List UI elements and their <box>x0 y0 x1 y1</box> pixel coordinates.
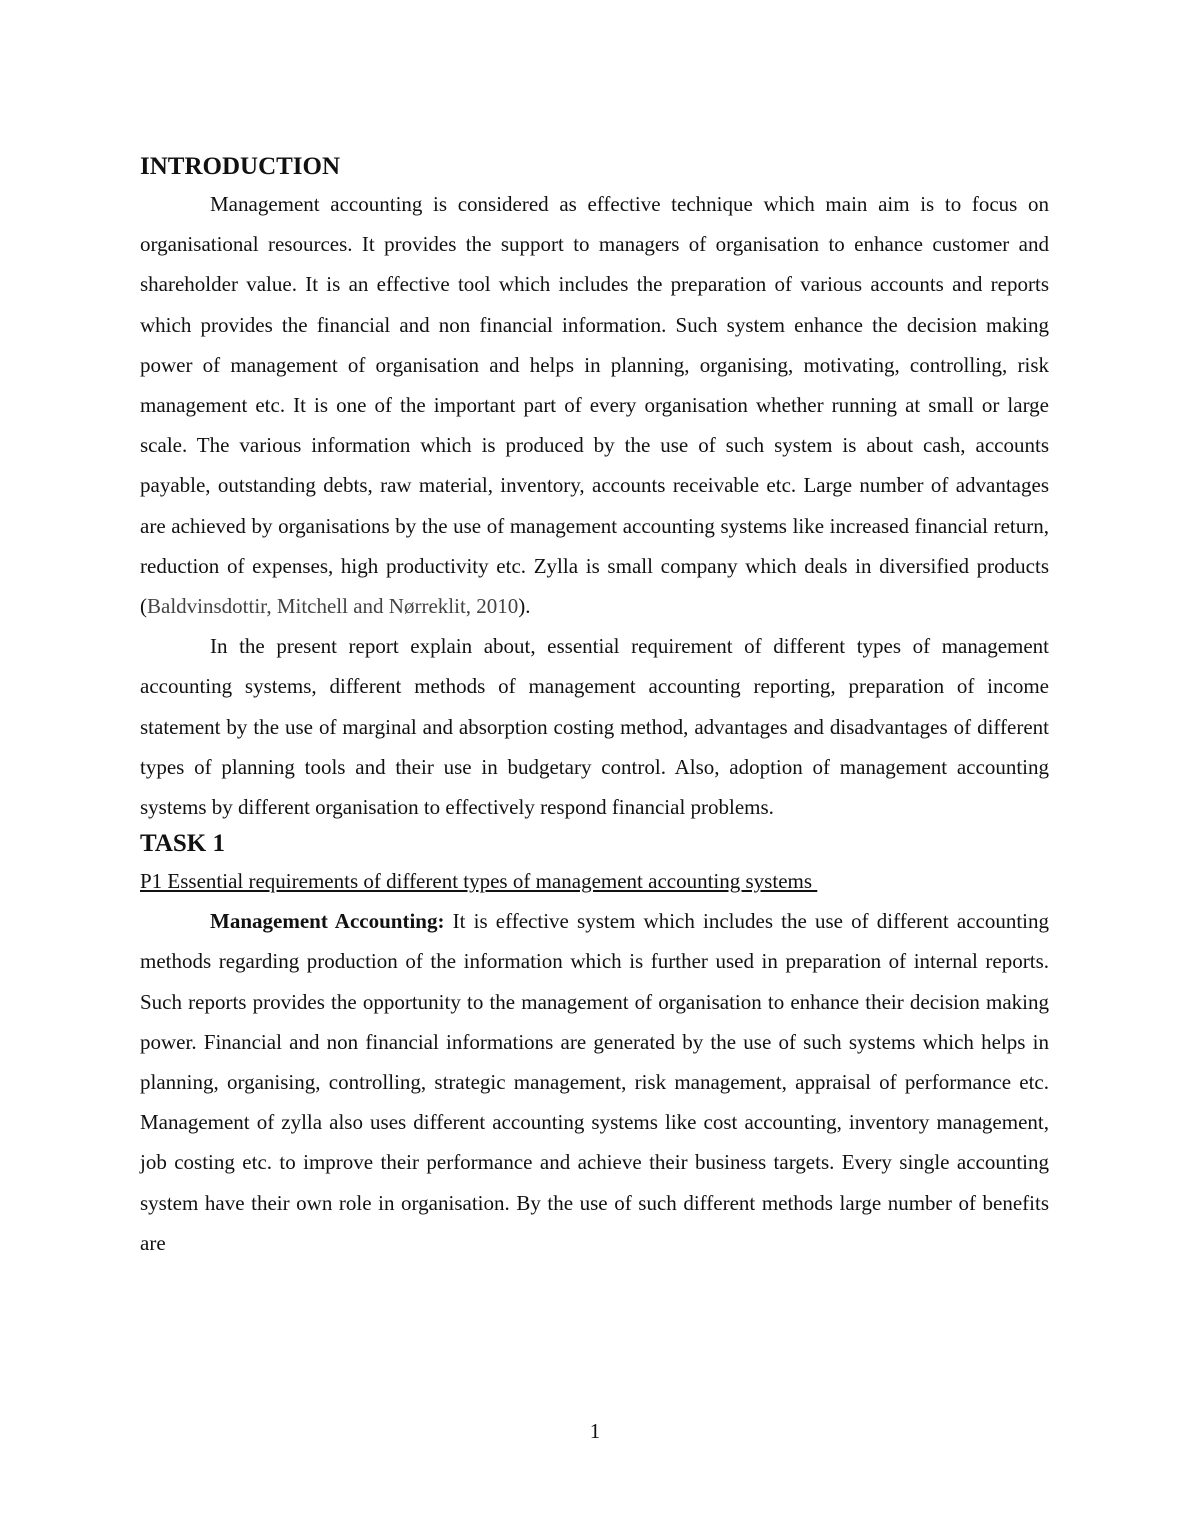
management-accounting-paragraph <box>140 901 1049 1263</box>
management-accounting-term: Management Accounting: <box>210 909 445 934</box>
task-1-heading: TASK 1 <box>140 830 225 858</box>
introduction-paragraph-1 <box>140 184 1049 626</box>
introduction-paragraph-2: In the present report explain about, essential requirement of different types of management accounting systems, different methods of management accounting reporting, preparation of income statement by the use of marginal and absorption costing method, advantages and disadvantages of different types of planning tools and their use in budgetary control. Also, adoption of management accounting systems by different organisation to effectively respond financial problems. <box>140 634 1049 820</box>
p1-subheading: P1 Essential requirements of different types of management accounting systems <box>140 869 818 894</box>
page-number: 1 <box>589 1419 601 1443</box>
introduction-paragraph-1-end: ). <box>518 594 531 619</box>
introduction-heading: INTRODUCTION <box>140 153 341 180</box>
citation: Baldvinsdottir, Mitchell and Nørreklit, 2010 <box>147 594 519 619</box>
document-page <box>140 150 1049 1263</box>
management-accounting-text: It is effective system which includes the use of different accounting methods regarding production of the information which is further used in preparation of internal reports. Such reports provides the opportunity to the management of organisation to enhance their decision making power. Financial and non financial informations are generated by the use of such systems which helps in planning, organising, controlling, strategic management, risk management, appraisal of performance etc. Management of zylla also uses different accounting systems like cost accounting, inventory management, job costing etc. to improve their performance and achieve their business targets. Every single accounting system have their own role in organisation. By the use of such different methods large number of benefits are <box>140 909 1049 1255</box>
introduction-paragraph-1-text: Management accounting is considered as effective technique which main aim is to focus on organisational resources. It provides the support to managers of organisation to enhance customer and shareholder value. It is an effective tool which includes the preparation of various accounts and reports which provides the financial and non financial information. Such system enhance the decision making power of management of organisation and helps in planning, organising, motivating, controlling, risk management etc. It is one of the important part of every organisation whether running at small or large scale. The various information which is produced by the use of such system is about cash, accounts payable, outstanding debts, raw material, inventory, accounts receivable etc. Large number of advantages are achieved by organisations by the use of management accounting systems like increased financial return, reduction of expenses, high productivity etc. Zylla is small company which deals in diversified products ( <box>140 192 1049 619</box>
